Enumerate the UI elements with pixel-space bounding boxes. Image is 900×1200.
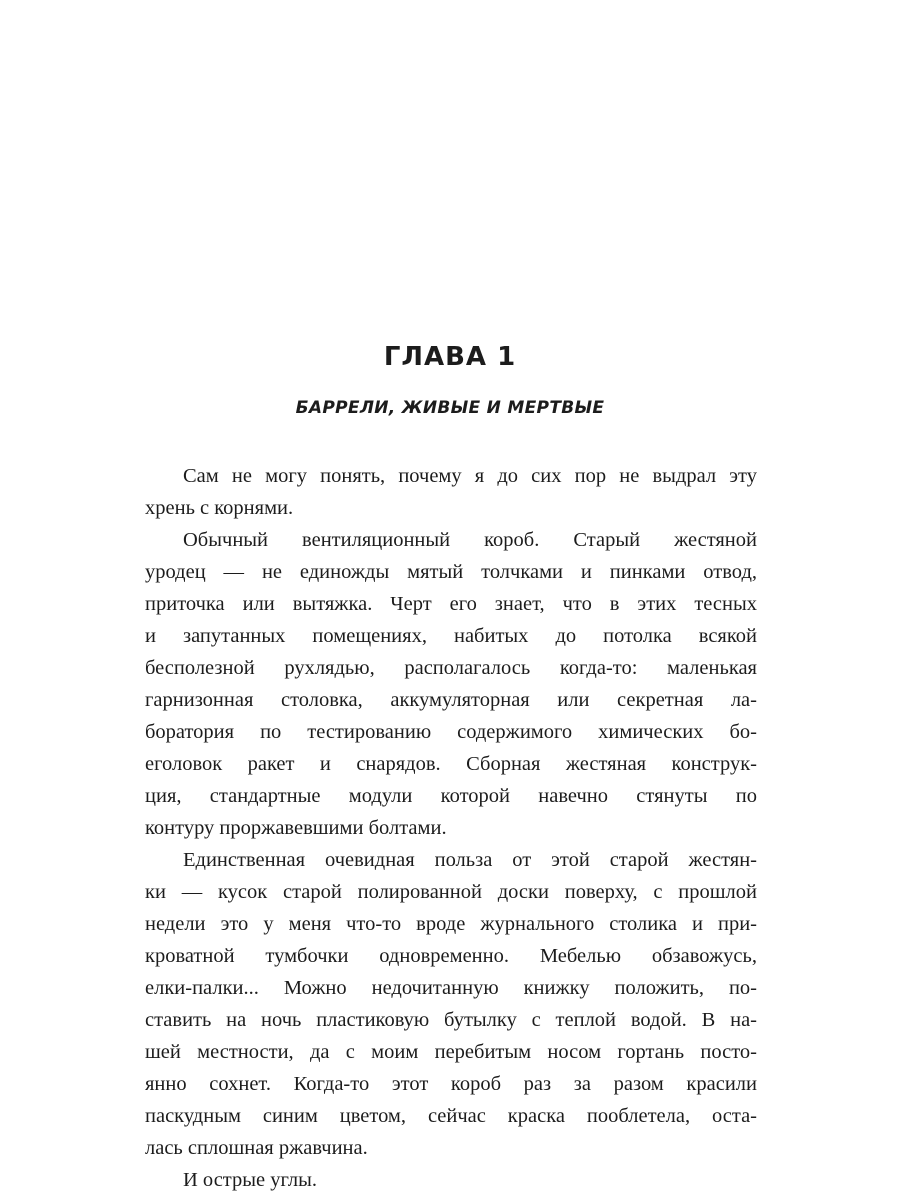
text-line: ция, стандартные модули которой навечно стянуты по (145, 785, 757, 807)
text-line: бесполезной рухлядью, располагалось когда-то: маленькая (145, 657, 757, 679)
chapter-title: ГЛАВА 1 (383, 342, 517, 372)
text-line: ки — кусок старой полированной доски поверху, с прошлой (145, 881, 757, 903)
text-line: уродец — не единожды мятый толчками и пинками отвод, (145, 561, 757, 583)
text-line: хрень с корнями. (145, 497, 294, 519)
text-line: кроватной тумбочки одновременно. Мебелью обзавожусь, (145, 945, 757, 967)
text-line: янно сохнет. Когда-то этот короб раз за разом красили (145, 1073, 757, 1095)
text-line: шей местности, да с моим перебитым носом гортань посто- (145, 1041, 757, 1063)
paragraph (145, 1164, 757, 1196)
text-line: и запутанных помещениях, набитых до потолка всякой (145, 625, 757, 647)
text-line: боратория по тестированию содержимого химических бо- (145, 721, 757, 743)
text-line: Обычный вентиляционный короб. Старый жестяной (183, 529, 757, 551)
text-line: лась сплошная ржавчина. (145, 1137, 368, 1159)
text-line: ставить на ночь пластиковую бутылку с теплой водой. В на- (145, 1009, 757, 1031)
text-line: Единственная очевидная польза от этой старой жестян- (183, 849, 757, 871)
text-line: недели это у меня что-то вроде журнального столика и при- (145, 913, 757, 935)
paragraph (145, 524, 757, 844)
text-line: паскудным синим цветом, сейчас краска пооблетела, оста- (145, 1105, 757, 1127)
chapter-subtitle: БАРРЕЛИ, ЖИВЫЕ И МЕРТВЫЕ (295, 398, 605, 418)
text-line: И острые углы. (183, 1169, 317, 1191)
text-line: Сам не могу понять, почему я до сих пор не выдрал эту (183, 465, 757, 487)
text-line: приточка или вытяжка. Черт его знает, что в этих тесных (145, 593, 757, 615)
text-line: еголовок ракет и снарядов. Сборная жестяная конструк- (145, 753, 757, 775)
text-line: гарнизонная столовка, аккумуляторная или секретная ла- (145, 689, 757, 711)
paragraph (145, 844, 757, 1164)
paragraph (145, 460, 757, 524)
text-line: контуру проржавевшими болтами. (145, 817, 447, 839)
body-text (145, 460, 757, 1196)
text-line: елки-палки... Можно недочитанную книжку положить, по- (145, 977, 757, 999)
